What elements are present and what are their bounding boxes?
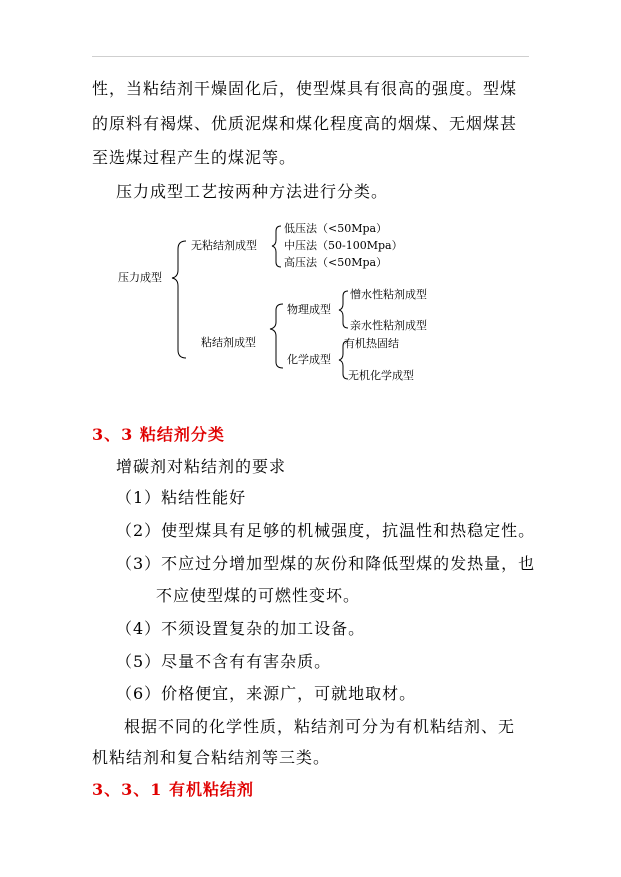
classification-line-1: 根据不同的化学性质，粘结剂可分为有机粘结剂、无 xyxy=(124,717,516,736)
tree-root: 压力成型 xyxy=(118,271,162,284)
tree-no-binder: 无粘结剂成型 xyxy=(191,239,257,252)
tree-organic-hot: 有机热固结 xyxy=(344,337,399,350)
body-line-4: 压力成型工艺按两种方法进行分类。 xyxy=(116,182,389,201)
tree-chemical: 化学成型 xyxy=(287,353,331,366)
tree-inorganic-chem: 无机化学成型 xyxy=(348,369,414,382)
body-line-1: 性，当粘结剂干燥固化后，使型煤具有很高的强度。型煤 xyxy=(92,79,518,98)
tree-mid-pressure: 中压法（50-100Mpa） xyxy=(284,239,403,252)
subsection-heading: 3、3、1 有机粘结剂 xyxy=(92,780,254,799)
requirement-2: （2）使型煤具有足够的机械强度，抗温性和热稳定性。 xyxy=(116,521,536,540)
tree-physical: 物理成型 xyxy=(287,303,331,316)
requirement-3-cont: 不应使型煤的可燃性变坏。 xyxy=(156,586,361,605)
section-heading: 3、3 粘结剂分类 xyxy=(92,425,225,444)
requirement-5: （5）尽量不含有有害杂质。 xyxy=(116,652,332,671)
requirement-4: （4）不须设置复杂的加工设备。 xyxy=(116,619,366,638)
tree-high-pressure: 高压法（<50Mpa） xyxy=(284,256,388,269)
requirement-intro: 增碳剂对粘结剂的要求 xyxy=(116,457,287,476)
classification-line-2: 机粘结剂和复合粘结剂等三类。 xyxy=(92,748,331,767)
body-line-2: 的原料有褐煤、优质泥煤和煤化程度高的烟煤、无烟煤甚 xyxy=(92,114,518,133)
requirement-6: （6）价格便宜，来源广，可就地取材。 xyxy=(116,684,417,703)
body-line-3: 至选煤过程产生的煤泥等。 xyxy=(92,148,297,167)
requirement-1: （1）粘结性能好 xyxy=(116,488,247,507)
tree-binder: 粘结剂成型 xyxy=(201,336,256,349)
tree-hydrophobic: 憎水性粘剂成型 xyxy=(350,288,427,301)
tree-hydrophilic: 亲水性粘剂成型 xyxy=(350,319,427,332)
requirement-3: （3）不应过分增加型煤的灰份和降低型煤的发热量，也 xyxy=(116,554,536,573)
tree-low-pressure: 低压法（<50Mpa） xyxy=(284,222,388,235)
